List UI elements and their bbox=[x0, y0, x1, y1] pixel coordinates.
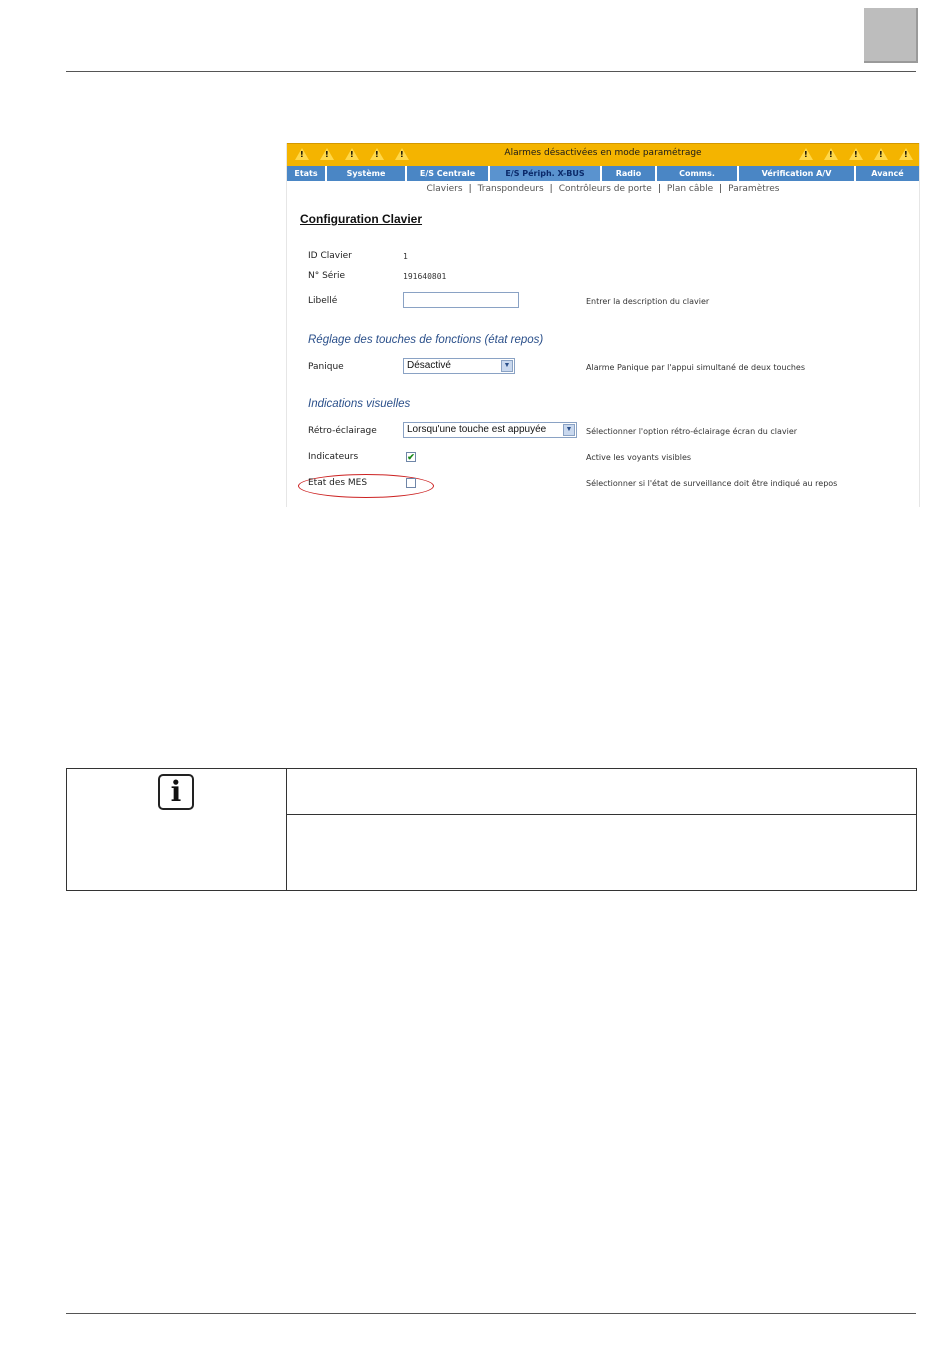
panique-selected-value: Désactivé bbox=[407, 360, 451, 371]
indicateurs-label: Indicateurs bbox=[308, 452, 359, 462]
section-function-keys: Réglage des touches de fonctions (état repos) bbox=[308, 334, 544, 346]
serial-label: N° Série bbox=[308, 271, 346, 281]
panique-description: Alarme Panique par l'appui simultané de deux touches bbox=[586, 363, 806, 372]
etat-mes-description: Sélectionner si l'état de surveillance doit être indiqué au repos bbox=[586, 479, 838, 488]
warning-icon bbox=[874, 148, 888, 160]
etat-mes-label: Etat des MES bbox=[308, 478, 368, 488]
retro-label: Rétro-éclairage bbox=[308, 426, 377, 436]
retro-selected-value: Lorsqu'une touche est appuyée bbox=[407, 424, 547, 435]
subnav-plan-cable[interactable]: Plan câble bbox=[666, 184, 714, 194]
libelle-label: Libellé bbox=[308, 296, 338, 306]
tab-comms[interactable]: Comms. bbox=[657, 166, 739, 181]
libelle-input[interactable] bbox=[403, 292, 519, 308]
tab-etats[interactable]: Etats bbox=[287, 166, 327, 181]
header-rule bbox=[66, 71, 916, 72]
serial-value: 191640801 bbox=[403, 272, 447, 281]
page-title: Configuration Clavier bbox=[300, 212, 423, 226]
footer-rule bbox=[66, 1313, 916, 1314]
retro-description: Sélectionner l'option rétro-éclairage écran du clavier bbox=[586, 427, 798, 436]
id-clavier-value: 1 bbox=[403, 252, 408, 261]
keypad-config-screenshot bbox=[286, 143, 920, 507]
subnav-controleurs[interactable]: Contrôleurs de porte bbox=[558, 184, 652, 194]
etat-mes-checkbox[interactable] bbox=[406, 478, 416, 488]
subnav-transpondeurs[interactable]: Transpondeurs bbox=[477, 184, 544, 194]
warning-icon bbox=[799, 148, 813, 160]
alarm-banner bbox=[287, 143, 919, 166]
panique-select[interactable] bbox=[403, 358, 515, 374]
tab-es-periph-xbus[interactable]: E/S Périph. X-BUS bbox=[490, 166, 602, 181]
libelle-description: Entrer la description du clavier bbox=[586, 297, 710, 306]
chapter-marker bbox=[864, 8, 918, 63]
panique-label: Panique bbox=[308, 362, 344, 372]
tab-systeme[interactable]: Système bbox=[327, 166, 407, 181]
subnav-claviers[interactable]: Claviers bbox=[426, 184, 463, 194]
sub-navigation bbox=[287, 182, 919, 196]
tab-es-centrale[interactable]: E/S Centrale bbox=[407, 166, 490, 181]
indicateurs-checkbox[interactable] bbox=[406, 452, 416, 462]
retro-select[interactable] bbox=[403, 422, 577, 438]
chevron-down-icon[interactable]: ▼ bbox=[501, 360, 513, 372]
warning-icon bbox=[849, 148, 863, 160]
info-icon: i bbox=[158, 774, 194, 810]
subnav-separator: | bbox=[468, 184, 472, 194]
main-tabs bbox=[287, 166, 919, 181]
subnav-separator: | bbox=[549, 184, 553, 194]
alarm-message: Alarmes désactivées en mode paramétrage bbox=[504, 148, 702, 158]
info-note-box bbox=[66, 768, 917, 891]
warning-icon bbox=[824, 148, 838, 160]
check-icon: ✔ bbox=[407, 452, 415, 462]
id-clavier-label: ID Clavier bbox=[308, 251, 352, 261]
info-divider bbox=[286, 769, 287, 890]
tab-radio[interactable]: Radio bbox=[602, 166, 657, 181]
tab-verification-av[interactable]: Vérification A/V bbox=[739, 166, 856, 181]
chevron-down-icon[interactable]: ▼ bbox=[563, 424, 575, 436]
subnav-separator: | bbox=[719, 184, 723, 194]
warning-icon bbox=[899, 148, 913, 160]
tab-avance[interactable]: Avancé bbox=[871, 169, 904, 178]
indicateurs-description: Active les voyants visibles bbox=[586, 453, 692, 462]
section-visual-indications: Indications visuelles bbox=[308, 398, 411, 410]
info-divider bbox=[286, 814, 916, 815]
subnav-parametres[interactable]: Paramètres bbox=[728, 184, 780, 194]
subnav-separator: | bbox=[657, 184, 661, 194]
